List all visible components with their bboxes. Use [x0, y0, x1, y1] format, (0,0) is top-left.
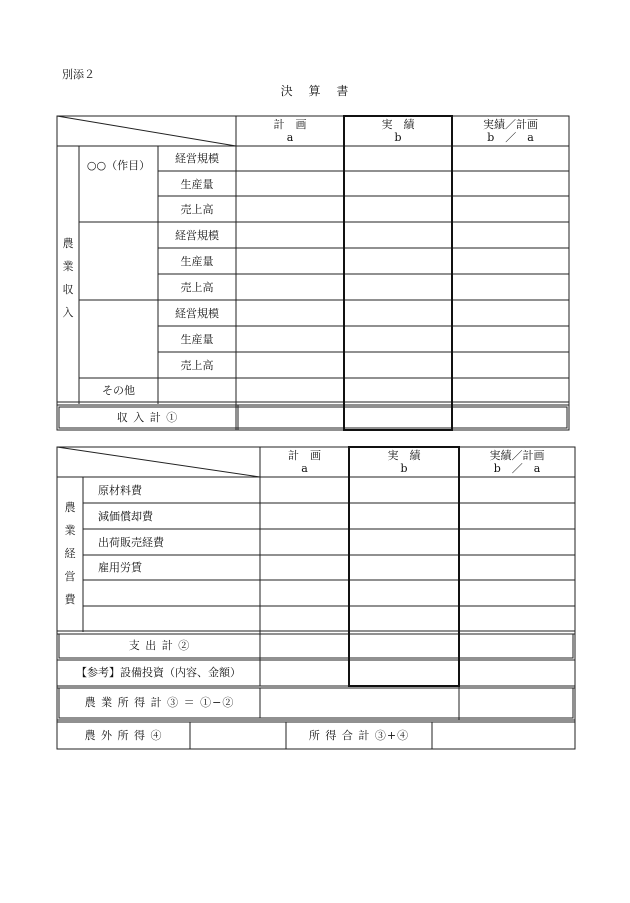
income-total-label: 収 入 計 ①	[116, 411, 179, 424]
section-label-farm-expenses: 農 業 経 営 費	[64, 501, 76, 606]
row-label: 経営規模	[175, 229, 219, 242]
header-plan: 計 画 a	[273, 118, 307, 144]
expense-total-label: 支 出 計 ②	[128, 639, 191, 652]
title-char: 決	[280, 84, 294, 98]
annex-label: 別添２	[62, 68, 95, 81]
total-income-label: 所 得 合 計 ③+④	[308, 729, 410, 742]
reference-capex-label: 【参考】設備投資（内容、金額）	[76, 666, 241, 679]
section-label-farm-income: 農 業 収 入	[62, 237, 74, 319]
row-label: 経営規模	[175, 152, 219, 165]
other-label: その他	[102, 384, 135, 397]
row-label: 売上高	[180, 281, 214, 294]
farm-income-label: 農 業 所 得 計 ③ ＝ ①−②	[84, 696, 235, 709]
title-char: 算	[308, 84, 322, 98]
header-actual: 実 績 b	[381, 118, 415, 144]
row-label: 雇用労賃	[98, 561, 142, 574]
title-char: 書	[336, 84, 350, 98]
header-ratio: 実績／計画 b ／ a	[483, 118, 538, 144]
row-label: 出荷販売経費	[98, 536, 164, 549]
row-label: 生産量	[180, 178, 214, 191]
row-label: 原材料費	[98, 484, 142, 497]
row-label: 生産量	[180, 333, 214, 346]
header-plan: 計 画 a	[288, 449, 321, 475]
row-label: 売上高	[180, 203, 214, 216]
crop-label: ○○（作目）	[86, 159, 151, 172]
row-label: 減価償却費	[98, 510, 153, 523]
row-label: 生産量	[180, 255, 214, 268]
header-ratio: 実績／計画 b ／ a	[489, 449, 545, 475]
row-label: 売上高	[180, 359, 214, 372]
non-farm-income-label: 農 外 所 得 ④	[84, 729, 163, 742]
row-label: 経営規模	[175, 307, 219, 320]
header-actual: 実 績 b	[387, 449, 421, 475]
